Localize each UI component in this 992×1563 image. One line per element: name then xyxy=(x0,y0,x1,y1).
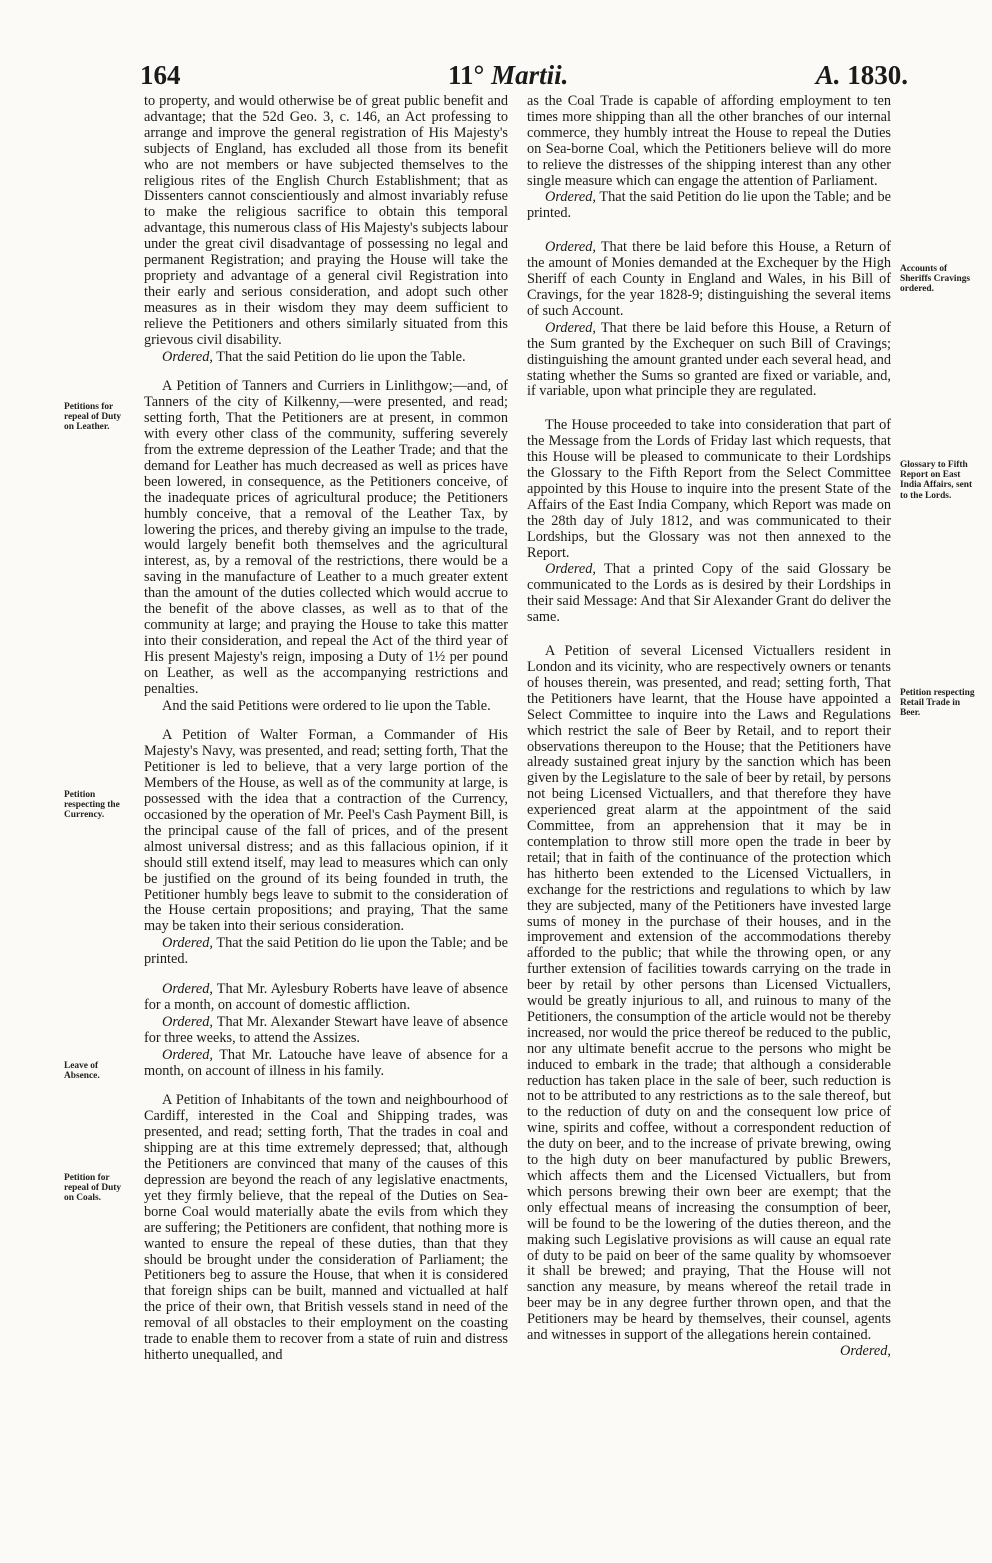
margin-note-sheriffs: Accounts of Sheriffs Cravings ordered. xyxy=(900,264,971,295)
right-column xyxy=(527,94,891,1360)
paragraph-leave-roberts: Ordered, That Mr. Aylesbury Roberts have leave of absence for a month, on account of domestic affliction. xyxy=(144,981,508,1013)
paragraph-glossary-message: The House proceeded to take into consideration that part of the Message from the Lords of Friday last which requests, that this House will be pleased to communicate to their Lordships the Glossary to the Fifth Report from the Select Committee appointed by this House to inquire into the present State of the Affairs of the East India Company, which Report was made on the 28th day of July 1812, and was communicated to their Lordships, but the Glossary was not then annexed to the Report. xyxy=(527,417,891,561)
page-number: 164 xyxy=(140,60,181,90)
paragraph-exchequer-return: Ordered, That there be laid before this House, a Return of the Sum granted by the Exchequer on such Bill of Cravings; distinguishing the amount granted under each several head, and stating whether the Sums so granted are fixed or variable, and, if variable, upon what principle they are regulated. xyxy=(527,319,891,400)
margin-note-glossary: Glossary to Fifth Report on East India Affairs, sent to the Lords. xyxy=(900,460,973,501)
page-header xyxy=(140,60,908,90)
margin-note-beer: Petition respecting Retail Trade in Beer. xyxy=(900,688,975,719)
paragraph-currency-petition: A Petition of Walter Forman, a Commander of His Majesty's Navy, was presented, and read; setting forth, That the Petitioner is led to believe, that a very large portion of the Members of the House, as well as of the community at large, is possessed with the idea that a contraction of the Currency, occasioned by the operation of Mr. Peel's Cash Payment Bill, is the principal cause of the fall of prices, and of the present almost universal distress; and as this fallacious opinion, if it should still extend itself, may lead to measures which can only be justified on the ground of its being founded in truth, the Petitioner humbly begs leave to submit to the consideration of the House certain propositions; and praying, That the same may be taken into their serious consideration. xyxy=(144,727,508,935)
paragraph-leave-stewart: Ordered, That Mr. Alexander Stewart have leave of absence for three weeks, to attend the Assizes. xyxy=(144,1013,508,1046)
paragraph-sheriffs-return: Ordered, That there be laid before this House, a Return of the amount of Monies demanded at the Exchequer by the High Sheriff of each County in England and Wales, in his Bill of Cravings, for the year 1828-9; distinguishing the several items of such Account. xyxy=(527,239,891,319)
header-day: 11° xyxy=(448,60,485,90)
header-date xyxy=(448,60,568,91)
paragraph-ordered-table: Ordered, That the said Petition do lie upon the Table. xyxy=(162,348,466,365)
paragraph-ordered-printed: Ordered, That the said Petition do lie upon the Table; and be printed. xyxy=(144,935,508,968)
header-year xyxy=(816,60,908,91)
catchword: Ordered, xyxy=(840,1342,891,1359)
margin-note-currency: Petition respecting the Currency. xyxy=(64,790,120,821)
paragraph-coal-ordered: Ordered, That the said Petition do lie upon the Table; and be printed. xyxy=(527,189,891,222)
paragraph-coal-petition-end: as the Coal Trade is capable of affording employment to ten times more shipping than all the other branches of our internal commerce, they humbly intreat the House to repeal the Duties on Sea-borne Coal, which the Petitioners believe will do more to relieve the distresses of the shipping interest than any other single measure which can engage the attention of Parliament. xyxy=(527,93,891,189)
paragraph-leather-petition: A Petition of Tanners and Curriers in Linlithgow;—and, of Tanners of the city of Kilkenny,—were presented, and read; setting forth, That the Petitioners are at present, in common with every other class of the community, suffering severely from the extreme depression of the Leather Trade; and that the demand for Leather has much decreased as well as prices have been lowered, in consequence, as the Petitioners conceive, of the inadequate prices of agricultural produce; the Petitioners humbly conceive, that a removal of the Leather Tax, by lowering the prices, and thereby giving an impulse to the trade, would largely benefit both themselves and the agricultural interest, as, by a removal of the restrictions, there would be a saving in the manufacture of Leather to a much greater extent than the amount of the duties collected which would accrue to the benefit of the above classes, as well as to that of the community at large; and praying the House to take this matter into their consideration, and repeal the Act of the third year of His present Majesty's reign, imposing a Duty of 1½ per pound on Leather, as well as the accompanying restrictions and penalties. xyxy=(144,378,508,697)
paragraph-coal-petition: A Petition of Inhabitants of the town and neighbourhood of Cardiff, interested in the Coal and Shipping trades, was presented, and read; setting forth, That the trades in coal and shipping are at this time extremely depressed; that, although the Petitioners are convinced that many of the causes of this depression are beyond the reach of any legislative enactments, yet they firmly believe, that the repeal of the Duties on Sea-borne Coal would materially abate the evils from which they are suffering; the Petitioners are confident, that nothing more is wanted to ensure the repeal of these duties, than that they should be brought under the consideration of Parliament; the Petitioners beg to assure the House, that when it is considered that foreign ships can be built, manned and victualled at half the price of their own, that British vessels stand in need of the removal of all obstacles to their employment on the coasting trade to enable them to recover from a state of ruin and distress hitherto unequalled, and xyxy=(144,1092,508,1363)
paragraph-victuallers-petition: A Petition of several Licensed Victuallers resident in London and its vicinity, who are respectively owners or tenants of houses therein, was presented, and read; setting forth, That the Petitioners have learnt, that the House have appointed a Select Committee to inquire into the Laws and Regulations which restrict the sale of Beer by Retail, and to report their observations thereupon to the House; that the Petitioners have already sustained great injury by the sanction which has been given by the Legislature to the sale of beer by retail, by persons not being Licensed Victuallers, and that therefore they have experienced great alarm at the appointment of the said Committee, from an apprehension that it may be in contemplation to throw still more open the trade in beer by retail; that in faith of the continuance of the protection which has hitherto been extended to the Licensed Victuallers, in exchange for the restrictions and regulations to which by law they are subjected, many of the Petitioners have invested large sums of money in the purchase of their houses, and in the improvement and extension of the accommodations thereby afforded to the public; that while the throwing open, or any further extension of facilities towards carrying on the trade in beer by retail by other persons than Licensed Victuallers, would be greatly injurious to all, and ruinous to many of the Petitioners, the consumption of the article would not be thereby increased, nor would the price thereof be reduced to the public, nor any ultimate benefit accrue to the persons who might be induced to embark in the trade; that although a considerable reduction has taken place in the sale of beer, such reduction is not to be attributed to any restrictions as to the sale thereof, but to the reduction of duty on and the consequent low price of wine, spirits and coffee, without a correspondent reduction of the duty on beer, and to the increase of private brewing, owing to the high duty on beer manufactured by public Brewers, which affects them and the Licensed Victuallers, but from which persons brewing their own beer are exempt; that the only effectual means of increasing the consumption of beer, will be found to be the lowering of the duties thereon, and the making such Legislative provisions as will cause an equal rate of duty to be paid on beer of the same quality by whomsoever it shall be brewed; and praying, That the House will not sanction any measure, by means whereof the retail trade in beer may be in any degree further thrown open, and that the Petitioners may be heard by themselves, their counsel, agents and witnesses in support of the allegations herein contained. xyxy=(527,643,891,1344)
left-column xyxy=(144,94,508,1364)
margin-note-leather: Petitions for repeal of Duty on Leather. xyxy=(64,402,122,433)
paragraph-petitions-lie-table: And the said Petitions were ordered to lie upon the Table. xyxy=(162,697,491,714)
header-year-number: 1830. xyxy=(847,60,908,90)
paragraph-glossary-ordered: Ordered, That a printed Copy of the said Glossary be communicated to the Lords as is desired by their Lordships in their said Message: And that Sir Alexander Grant do deliver the same. xyxy=(527,561,891,626)
margin-note-absence: Leave of Absence. xyxy=(64,1061,100,1082)
header-month: Martii. xyxy=(491,60,569,90)
paragraph-registration-petition-end: to property, and would otherwise be of great public benefit and advantage; that the 52d Geo. 3, c. 146, an Act professing to arrange and improve the general registration of His Majesty's subjects of England, has excluded all those from its benefit who are not members or have subjected themselves to the religious rites of the English Church Establishment; that as Dissenters cannot conscientiously and almost invariably refuse to make the religious sacrifice to obtain this temporal advantage, this numerous class of His Majesty's subjects labour under the great civil disadvantage of possessing no legal and permanent Registration; and praying the House will take the propriety and advantage of a general civil Registration into their early and serious consideration, and adopt such other measures as in their wisdom they may deem sufficient to relieve the Petitioners and others similarly situated from this grievous civil disability. xyxy=(144,93,508,348)
margin-note-coals: Petition for repeal of Duty on Coals. xyxy=(64,1173,122,1204)
header-year-letter: A. xyxy=(815,60,841,90)
paragraph-leave-latouche: Ordered, That Mr. Latouche have leave of absence for a month, on account of illness in his family. xyxy=(144,1046,508,1079)
